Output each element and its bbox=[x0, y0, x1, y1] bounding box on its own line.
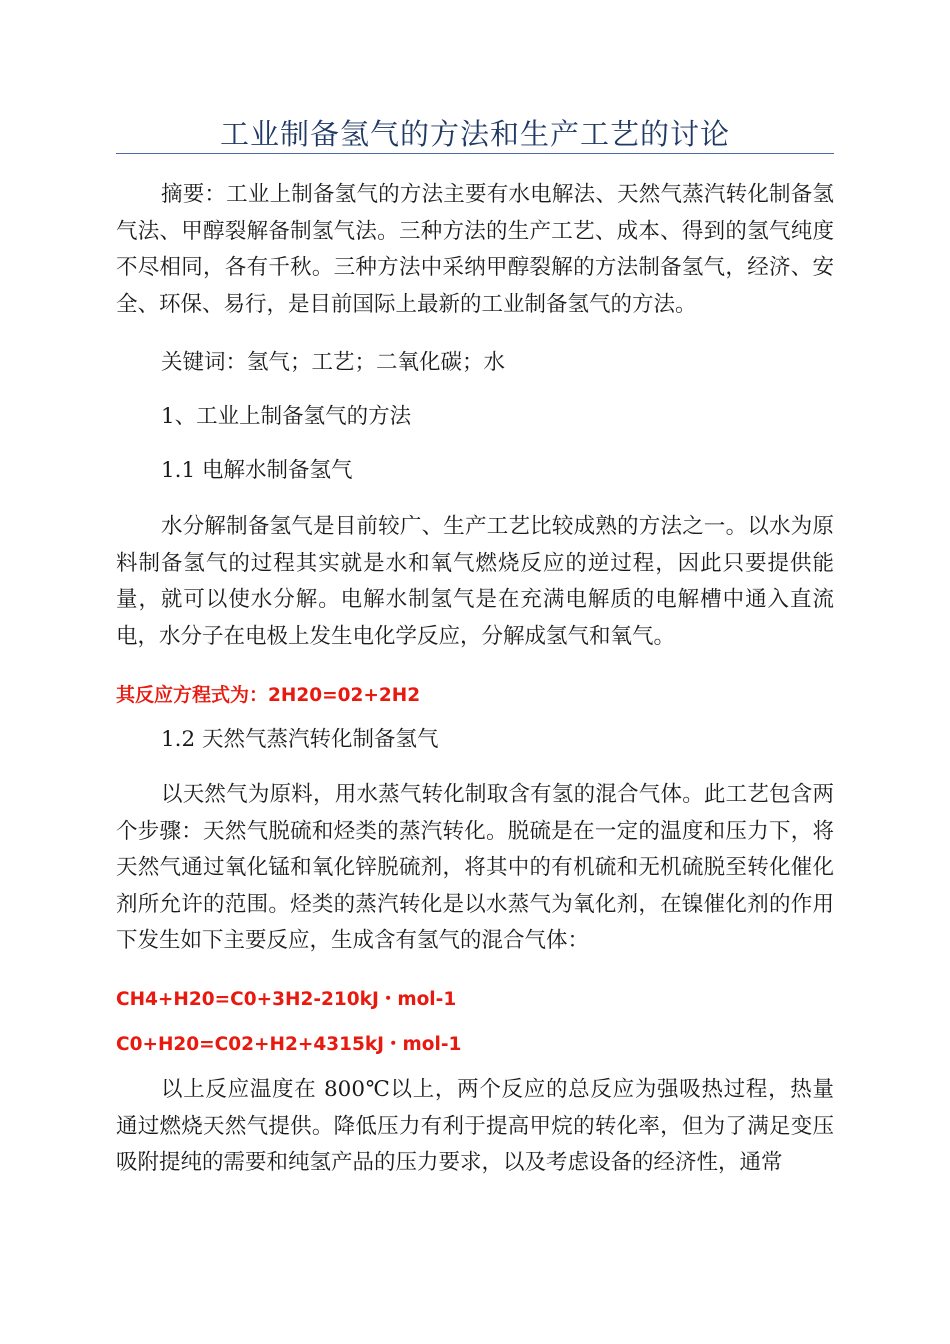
reaction-equation-line bbox=[116, 680, 834, 711]
document-title: 工业制备氢气的方法和生产工艺的讨论 bbox=[219, 117, 730, 151]
keywords-line: 关键词：氢气；工艺；二氧化碳；水 bbox=[161, 350, 506, 375]
abstract-paragraph: 摘要：工业上制备氢气的方法主要有水电解法、天然气蒸汽转化制备氢气法、甲醇裂解备制氢气法。三种方法的生产工艺、成本、得到的氢气纯度不尽相同，各有千秋。三种方法中采纳甲醇裂解的方法制备氢气，经济、安全、环保、易行，是目前国际上最新的工业制备氢气的方法。 bbox=[116, 182, 834, 317]
formula-2: C0+H20=C02+H2+4315kJ・mol-1 bbox=[116, 1034, 462, 1055]
reaction-label: 其反应方程式为： bbox=[116, 684, 269, 706]
section-1-2-paragraph-2: 以上反应温度在 800℃以上，两个反应的总反应为强吸热过程，热量通过燃烧天然气提供。降低压力有利于提高甲烷的转化率，但为了满足变压吸附提纯的需要和纯氢产品的压力要求，以及考虑设备的经济性，通常 bbox=[116, 1077, 834, 1175]
section-1-2-paragraph: 以天然气为原料，用水蒸气转化制取含有氢的混合气体。此工艺包含两个步骤：天然气脱硫和烃类的蒸汽转化。脱硫是在一定的温度和压力下，将天然气通过氧化锰和氧化锌脱硫剂，将其中的有机硫和无机硫脱至转化催化剂所允许的范围。烃类的蒸汽转化是以水蒸气为氧化剂，在镍催化剂的作用下发生如下主要反应，生成含有氢气的混合气体： bbox=[116, 782, 834, 953]
section-1-1-heading: 1.1 电解水制备氢气 bbox=[161, 458, 353, 483]
title-underline bbox=[116, 153, 834, 154]
section-1-heading: 1、工业上制备氢气的方法 bbox=[161, 404, 412, 429]
formula-1: CH4+H20=C0+3H2-210kJ・mol-1 bbox=[116, 989, 457, 1010]
section-1-1-paragraph: 水分解制备氢气是目前较广、生产工艺比较成熟的方法之一。以水为原料制备氢气的过程其实就是水和氧气燃烧反应的逆过程，因此只要提供能量，就可以使水分解。电解水制氢气是在充满电解质的电解槽中通入直流电，水分子在电极上发生电化学反应，分解成氢气和氧气。 bbox=[116, 514, 834, 649]
reaction-equation: 2H20=02+2H2 bbox=[268, 685, 421, 706]
section-1-2-heading: 1.2 天然气蒸汽转化制备氢气 bbox=[161, 727, 439, 752]
